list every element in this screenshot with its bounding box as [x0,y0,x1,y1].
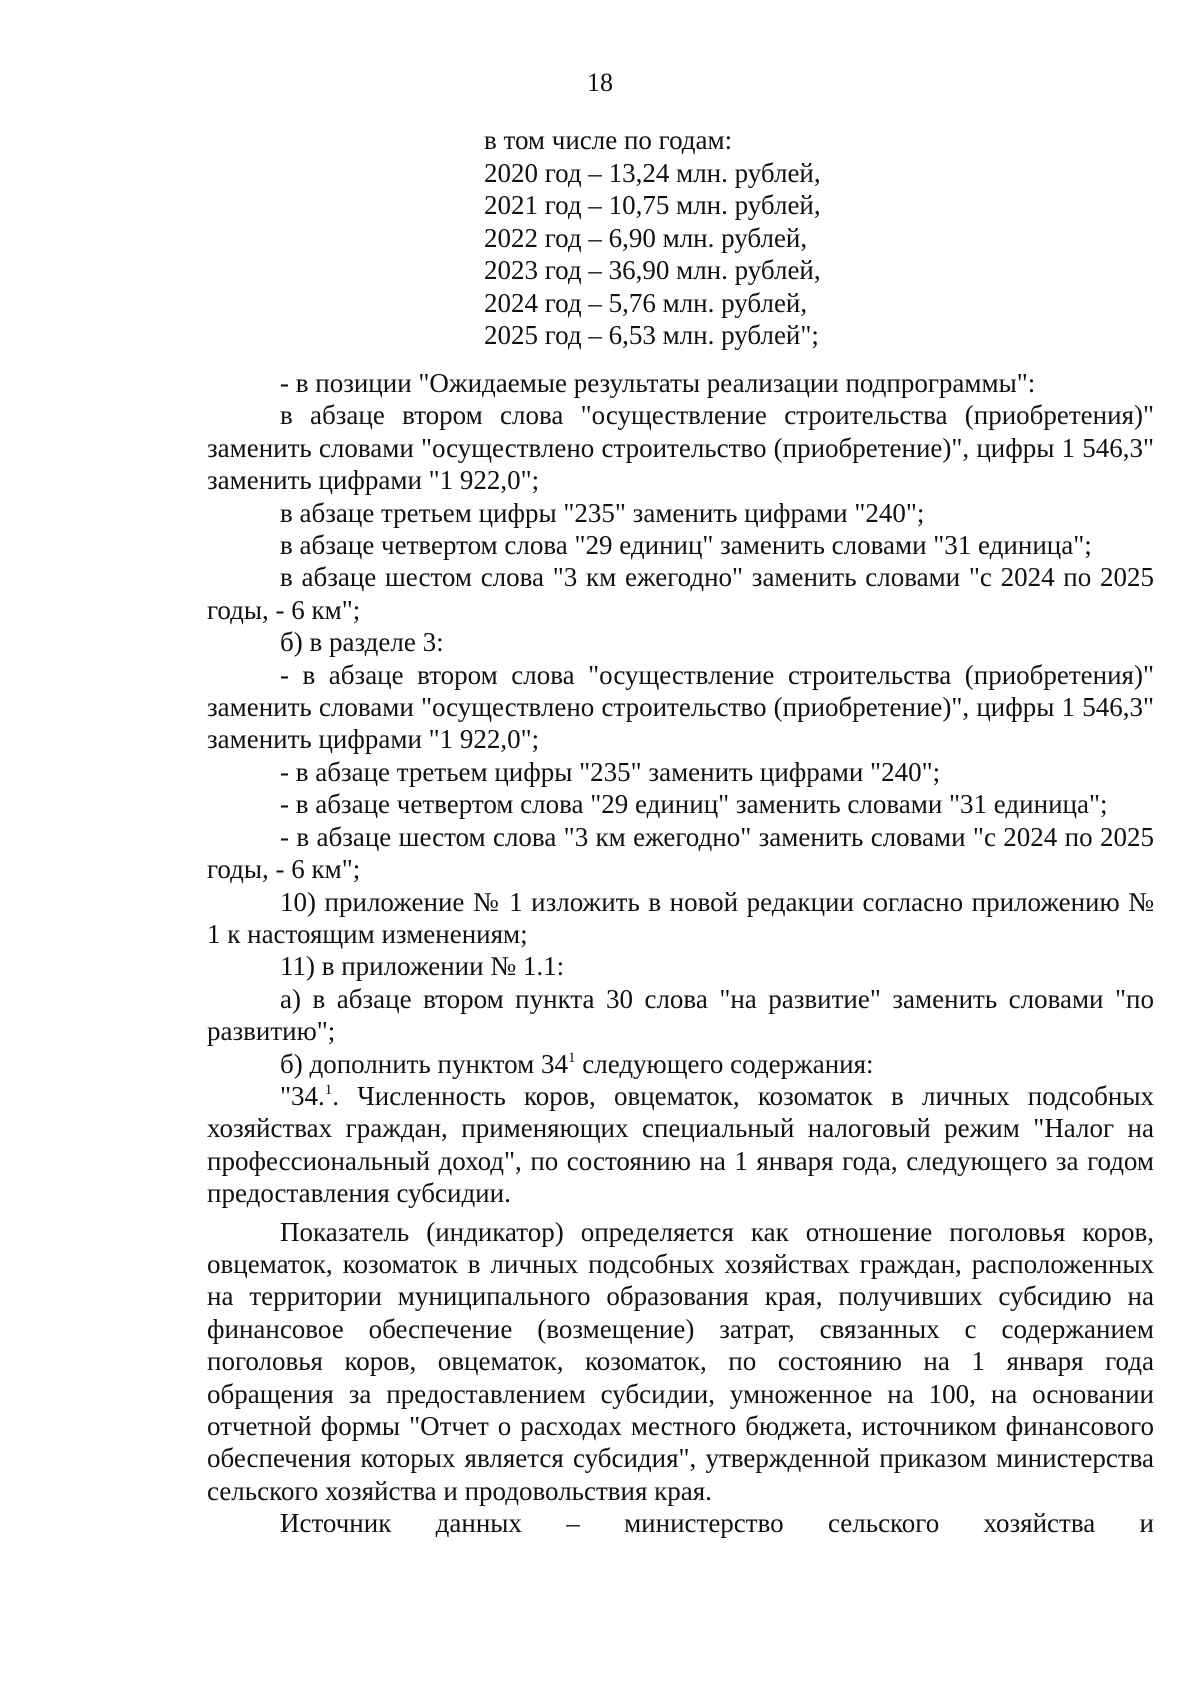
paragraph: - в позиции "Ожидаемые результаты реализации подпрограммы": [280,368,1036,398]
point-34-1-text: . Численность коров, овцематок, козоматок в личных подсобных хозяйствах граждан, применяющих специальный налоговый режим "Налог на профессиональный доход", по состоянию на 1 января года, следующего за годом предоставления субсидии. [207,1080,1154,1209]
paragraph: в абзаце втором слова "осуществление строительства (приобретения)" заменить словами "осуществлено строительство (приобретение)", цифры 1 546,3" заменить цифрами "1 922,0"; [207,400,1154,496]
supplement-text: следующего содержания: [575,1048,874,1079]
years-breakdown [484,124,821,352]
paragraph: - в абзаце шестом слова "3 км ежегодно" заменить словами "с 2024 по 2025 годы, - 6 км"; [207,821,1154,885]
year-line: 2024 год – 5,76 млн. рублей, [484,287,808,318]
year-line: 2025 год – 6,53 млн. рублей"; [484,320,819,350]
superscript: 1 [567,1049,576,1066]
indicator-paragraph: Показатель (индикатор) определяется как отношение поголовья коров, овцематок, козоматок в личных подсобных хозяйствах граждан, расположенных на территории муниципального образования края, получивших субсидию на финансовое обеспечение (возмещение) затрат, связанных с содержанием поголовья коров, овцематок, козоматок, по состоянию на 1 января года обращения за предоставлением субсидии, умноженное на 100, на основании отчетной формы "Отчет о расходах местного бюджета, источником финансового обеспечения которых является субсидия", утвержденной приказом министерства сельского хозяйства и продовольствия края. [207,1216,1154,1506]
paragraph: 10) приложение № 1 изложить в новой редакции согласно приложению № 1 к настоящим изменениям; [207,886,1154,949]
point-34-1-text: "34. [280,1080,325,1111]
years-intro: в том числе по годам: [484,125,733,155]
paragraph: 11) в приложении № 1.1: [280,951,565,982]
superscript: 1 [324,1081,333,1098]
paragraph: - в абзаце четвертом слова "29 единиц" заменить словами "31 единица"; [280,789,1108,820]
source-paragraph: Источник данных – министерство сельского хозяйства и [280,1508,1154,1539]
supplement-text: б) дополнить пунктом 34 [280,1048,568,1079]
paragraph: - в абзаце третьем цифры "235" заменить цифрами "240"; [280,756,941,787]
year-line: 2021 год – 10,75 млн. рублей, [484,190,821,220]
year-line: 2020 год – 13,24 млн. рублей, [484,157,821,188]
year-line: 2022 год – 6,90 млн. рублей, [484,222,808,253]
document-body [207,367,1154,1540]
supplement-paragraph [207,1048,1154,1080]
point-34-1-paragraph [207,1080,1154,1210]
paragraph: в абзаце четвертом слова "29 единиц" заменить словами "31 единица"; [280,530,1092,561]
paragraph: а) в абзаце втором пункта 30 слова "на развитие" заменить словами "по развитию"; [207,983,1154,1047]
year-line: 2023 год – 36,90 млн. рублей, [484,255,821,285]
paragraph: - в абзаце втором слова "осуществление строительства (приобретения)" заменить словами "осуществлено строительство (приобретение)", цифры 1 546,3" заменить цифрами "1 922,0"; [207,659,1154,755]
paragraph: в абзаце шестом слова "3 км ежегодно" заменить словами "с 2024 по 2025 годы, - 6 км"; [207,562,1154,625]
paragraph: б) в разделе 3: [280,627,444,658]
page-number: 18 [587,68,613,97]
paragraph: в абзаце третьем цифры "235" заменить цифрами "240"; [280,497,925,528]
